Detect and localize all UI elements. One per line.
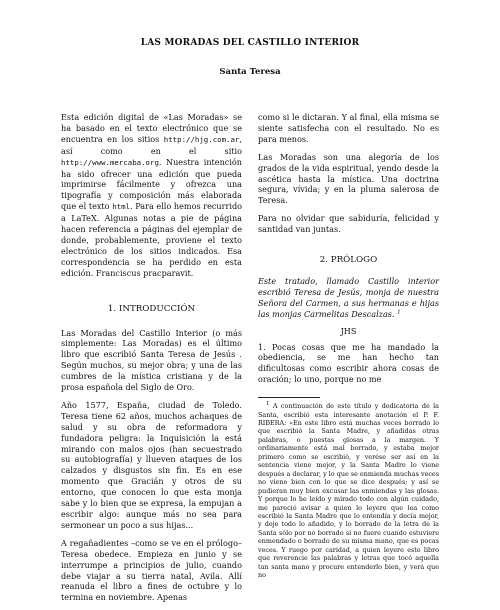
continuation-paragraph-1: como si le dictaran. Y al final, ella misma se siente satisfecha con el resultado. No es para menos. (258, 112, 439, 144)
continuation-paragraph-2: Las Moradas son una alegoría de los grados de la vida espiritual, yendo desde la ascética hasta la mística. Una doctrina segura, vívida; y en la pluma salerosa de Teresa. (258, 151, 439, 206)
edition-note-text-1: Esta edición digital de «Las Moradas» se ha basado en el texto electrónico que se encuentra en los sitios (61, 112, 242, 144)
html-word: html (112, 202, 130, 212)
edition-note-text-5: . Algunas notas a pie de página hacen referencia a páginas del ejemplar de donde, probablemente, proviene el texto electrónico de los sitios indicados. Esa correspondencia se ha perdido en esta edición. Franciscus pracparavit. (61, 213, 242, 278)
dedication-footnote-mark: 1 (397, 309, 401, 315)
footnote-1 (258, 402, 439, 580)
jhs-monogram: JHS (340, 325, 357, 336)
section-heading-introduccion: 1. INTRODUCCIÓN (107, 303, 196, 314)
intro-paragraph-3: A regañadientes –como se ve en el prólogo– Teresa obedece. Empieza en junio y se interrumpe a principios de julio, cuando debe viajar a su tierra natal, Avila. Allí reanuda el libro a fines de octubre y lo termina en noviembre. Apenas (61, 537, 242, 603)
source-url-mercaba: http://www.mercaba.org (61, 157, 159, 167)
edition-note-text-3: . Nuestra intención ha sido ofrecer una edición que pueda imprimirse fácilmente y ofrezca una tipografía y composición más elaborada que el texto (61, 156, 242, 212)
latex-logo: LaTeX (71, 213, 97, 224)
edition-note-text-4: . Para ello hemos recurrido a (61, 201, 243, 224)
dedication-body: Este tratado, llamado Castillo interior escribió Teresa de Jesús, monja de nuestra Señora del Carmen, a sus hermanas e hijas las monjas Carmelitas Descalzas. (258, 275, 439, 319)
document-author: Santa Teresa (219, 67, 281, 77)
edition-note-paragraph (61, 112, 242, 279)
continuation-paragraph-3: Para no olvidar que sabiduría, felicidad y santidad van juntas. (258, 213, 439, 235)
footnote-text: A continuación de este título y dedicatoria de la Santa, escribió esta interesante anotación el P. F. RIBERA: «En este libro está muchas veces borrado lo que escribió la Santa Madre, y añadidas otras palabras, o puestas glosas a la margen. Y ordinariamente está mal borrado, y estaba mejor primero como se escribió, y verése ser así en la sentencia viene mejor, y la Santa Madre lo viene después a declarar, y lo que se enmienda muchas veces no viene bien con lo que se dice después; y así se pudieran muy bien excusar las enmiendas y las glosas. Y porque lo he leído y mirado todo con algún cuidado, me pareció avisar a quien lo leyere que lea como escribió la Santa Madre que lo entendía y decía mejor, y deje todo lo añadido, y lo borrado de la letra de la Santa sólo por no borrado si no fuere cuando estuviere enmendado o borrado de su misma mano, que es pocas veces. Y ruego por caridad, a quien leyere este libro que reverencie las palabras y letras que tocó aquella tan santa mano y procure entenderlo bien, y verá que no (258, 402, 439, 580)
section-heading-prologo: 2. PRÓLOGO (319, 255, 378, 266)
left-column (61, 112, 242, 610)
intro-paragraph-1: Las Moradas del Castillo Interior (o más simplemente: Las Moradas) es el último libro que escribió Santa Teresa de Jesús . Según muchos, su mejor obra; y una de las cumbres de la mística cristiana y de la prosa española del Siglo de Oro. (61, 327, 242, 393)
source-url-hjg: http://hjg.com.ar (163, 134, 240, 144)
prologue-paragraph-1: 1. Pocas cosas que me ha mandado la obediencia, se me han hecho tan dificultosas como escribir ahora cosas de oración; lo uno, porque no me (258, 341, 439, 385)
footnote-number: 1 (266, 401, 270, 407)
right-column (258, 112, 439, 580)
intro-paragraph-2: Año 1577, España, ciudad de Toledo. Teresa tiene 62 años, muchos achaques de salud y su obra de reformadora y fundadora peligra: la Inquisición la está mirando con malos ojos (han secuestrado su autobiografía) y llueven ataques de los calzados y disgustos sin fin. Es en ese momento que Gracián y otros de su entorno, que conocen lo que esta monja sabe y lo bien que se expresa, la empujan a escribir algo: aunque más no sea para sermonear un poco a sus hijas... (61, 399, 242, 530)
footnote-divider (258, 397, 320, 398)
dedication-text (258, 276, 439, 320)
edition-note-text-2: , así como en el sitio (61, 133, 242, 156)
document-title: LAS MORADAS DEL CASTILLO INTERIOR (140, 38, 360, 48)
